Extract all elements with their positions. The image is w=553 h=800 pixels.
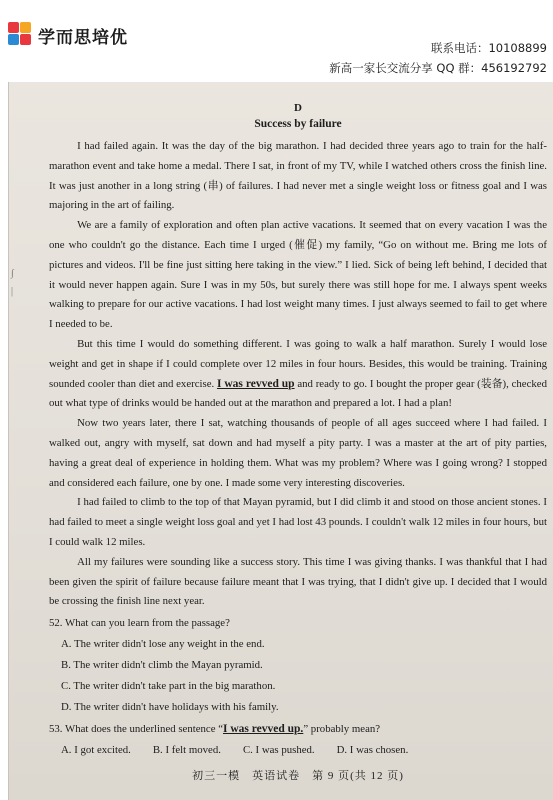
answer-option[interactable]: A. I got excited. <box>61 743 131 756</box>
brand-name: 学而思培优 <box>38 27 128 48</box>
contact-qq-group: 新高一家长交流分享 QQ 群：456192792 <box>329 61 547 75</box>
underlined-sentence: I was revved up. <box>223 722 304 735</box>
question-52 <box>49 614 547 718</box>
question-stem: 52. What can you learn from the passage? <box>49 617 230 630</box>
passage-title: Success by failure <box>254 118 342 130</box>
passage-paragraph: I had failed again. It was the day of the big marathon. I had decided three years ago to train for the half-marathon event and take home a medal. There I sat, in front of my TV, while I watched others cross the finish line. It was just another in a long string (串) of failures. I had never met a single weight loss or fitness goal and I was majoring in the art of failing. <box>49 140 547 212</box>
paragraph-text: But this time I would do something different. I was going to walk a half marathon. Surely I would lose weight and get in shape if I could complete over 12 miles in four hours. Besides, this would be training. Training sounded cooler than diet and exercise. <box>49 337 547 390</box>
page-footer: 初三一模 英语试卷 第 9 页(共 12 页) <box>192 769 404 782</box>
contact-info <box>329 38 547 78</box>
answer-option[interactable]: D. I was chosen. <box>336 743 409 756</box>
question-stem <box>49 720 547 740</box>
passage-paragraph: I had failed to climb to the top of that Mayan pyramid, but I did climb it and stood on those ancient stones. I had failed to meet a single weight loss goal and yet I had lost 43 pounds. I couldn't walk 12 miles in four hours, but I could walk 12 miles. <box>49 496 547 548</box>
logo-icon <box>8 22 34 48</box>
passage-paragraph: All my failures were sounding like a success story. This time I was giving thanks. I was thankful that I had been given the spirit of failure because failure meant that I was trying, that I didn't give up. I decided that I would be crossing the finish line next year. <box>49 555 547 608</box>
exam-sheet <box>49 82 547 787</box>
answer-option[interactable]: C. The writer didn't take part in the big marathon. <box>61 679 276 692</box>
passage-paragraph <box>49 335 547 414</box>
exam-paper-photo <box>8 82 553 800</box>
answer-option[interactable]: A. The writer didn't lose any weight in the end. <box>61 637 265 650</box>
passage-paragraph: We are a family of exploration and often plan active vacations. It seemed that on every vacation I was the one who couldn't go the distance. Each time I urged (催促) my family, “Go on without me. Bring me lots of pictures and videos. I'll be fine just sitting here taking in the view.” I lied. Sick of being left behind, I decided that it would never happen again. Sure I was in my 50s, but surely there was still hope for me. I always spent weeks walking to prepare for our active vacations. I had lost weight many times. I just always seemed to fail to get where I needed to be. <box>49 219 547 331</box>
brand-logo[interactable] <box>8 22 128 48</box>
underlined-sentence: I was revved up <box>216 377 295 390</box>
paragraph-text: and ready to go. I bought the proper gear (装备), checked out what type of drinks would be handed out at the marathon and prepared a lot. I had a plan! <box>49 377 547 410</box>
stem-text: ” probably mean? <box>303 722 381 735</box>
margin-mark: ∫ <box>11 268 14 279</box>
site-header <box>0 0 553 78</box>
answer-option[interactable]: C. I was pushed. <box>242 743 315 756</box>
answer-options-row <box>61 740 547 761</box>
question-53 <box>49 720 547 761</box>
passage-paragraph: Now two years later, there I sat, watching thousands of people of all ages succeed where I had failed. I walked out, angry with myself, sat down and had myself a pity party. I was a master at the art of pity parties, having a great deal of experience in holding them. What was my problem? Where was I going wrong? I stopped and considered each failure, one by one. I made some very interesting discoveries. <box>49 417 547 489</box>
stem-text: 53. What does the underlined sentence “ <box>49 722 223 735</box>
answer-option[interactable]: B. The writer didn't climb the Mayan pyramid. <box>61 658 263 671</box>
answer-option[interactable]: D. The writer didn't have holidays with his family. <box>61 700 279 713</box>
section-letter: D <box>294 102 302 114</box>
margin-mark: | <box>11 286 14 297</box>
contact-phone: 联系电话：10108899 <box>430 41 547 55</box>
answer-option[interactable]: B. I felt moved. <box>152 743 221 756</box>
